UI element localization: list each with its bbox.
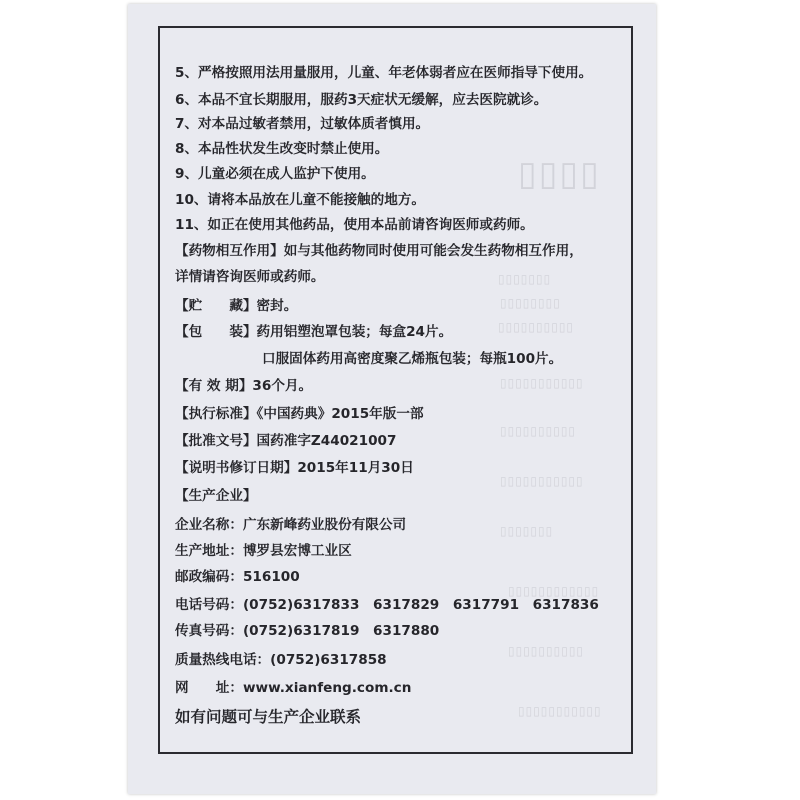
package-line-1: 【包 装】药用铝塑泡罩包装；每盒24片。 — [175, 324, 453, 340]
manufacturer-fax: 传真号码：(0752)6317819 6317880 — [175, 623, 440, 639]
bleed-through-text: ▯▯▯▯▯▯▯▯▯▯ — [500, 424, 577, 438]
bleed-through-text: ▯▯▯▯▯▯▯▯▯▯▯ — [500, 474, 584, 488]
standard-line: 【执行标准】《中国药典》2015年版一部 — [175, 406, 424, 422]
manufacturer-website: 网 址：www.xianfeng.com.cn — [175, 680, 412, 696]
precaution-item-10: 10、请将本品放在儿童不能接触的地方。 — [175, 192, 426, 208]
manufacturer-name: 企业名称：广东新峰药业股份有限公司 — [175, 517, 407, 533]
approval-line: 【批准文号】国药准字Z44021007 — [175, 433, 397, 449]
bleed-through-text: ▯▯▯▯▯▯▯▯▯▯▯ — [518, 704, 602, 718]
manufacturer-address: 生产地址：博罗县宏博工业区 — [175, 543, 352, 559]
bleed-through-text: ▯▯▯▯▯▯▯▯ — [500, 296, 561, 310]
manufacturer-quality-hotline: 质量热线电话：(0752)6317858 — [175, 652, 387, 668]
validity-line: 【有 效 期】36个月。 — [175, 378, 313, 394]
bleed-through-text: ▯▯▯▯▯▯▯▯▯▯ — [498, 320, 575, 334]
precaution-item-8: 8、本品性状发生改变时禁止使用。 — [175, 141, 389, 157]
bleed-through-text: ▯▯▯▯▯▯▯▯▯▯ — [508, 644, 585, 658]
contact-footer-note: 如有问题可与生产企业联系 — [175, 708, 362, 726]
manufacturer-header: 【生产企业】 — [175, 488, 257, 504]
bleed-through-text: ▯▯▯▯▯▯▯ — [500, 524, 554, 538]
precaution-item-7: 7、对本品过敏者禁用，过敏体质者慎用。 — [175, 116, 430, 132]
precaution-item-11: 11、如正在使用其他药品，使用本品前请咨询医师或药师。 — [175, 217, 534, 233]
bleed-through-title: ▯▯▯▯ — [518, 154, 601, 194]
manufacturer-postcode: 邮政编码：516100 — [175, 569, 300, 585]
interaction-line-2: 详情请咨询医师或药师。 — [175, 269, 325, 285]
package-line-2: 口服固体药用高密度聚乙烯瓶包装；每瓶100片。 — [262, 351, 563, 367]
storage-line: 【贮 藏】密封。 — [175, 298, 298, 314]
bleed-through-text: ▯▯▯▯▯▯▯▯▯▯▯▯ — [508, 584, 600, 598]
precaution-item-5: 5、严格按照用法用量服用，儿童、年老体弱者应在医师指导下使用。 — [175, 65, 593, 81]
manufacturer-phone: 电话号码：(0752)6317833 6317829 6317791 6317836 — [175, 597, 599, 613]
bleed-through-text: ▯▯▯▯▯▯▯▯▯▯▯ — [500, 376, 584, 390]
precaution-item-6: 6、本品不宜长期服用，服药3天症状无缓解，应去医院就诊。 — [175, 92, 548, 108]
bleed-through-text: ▯▯▯▯▯▯▯ — [498, 272, 552, 286]
revision-date-line: 【说明书修订日期】2015年11月30日 — [175, 460, 414, 476]
interaction-line-1: 【药物相互作用】如与其他药物同时使用可能会发生药物相互作用， — [175, 243, 583, 259]
precaution-item-9: 9、儿童必须在成人监护下使用。 — [175, 166, 375, 182]
